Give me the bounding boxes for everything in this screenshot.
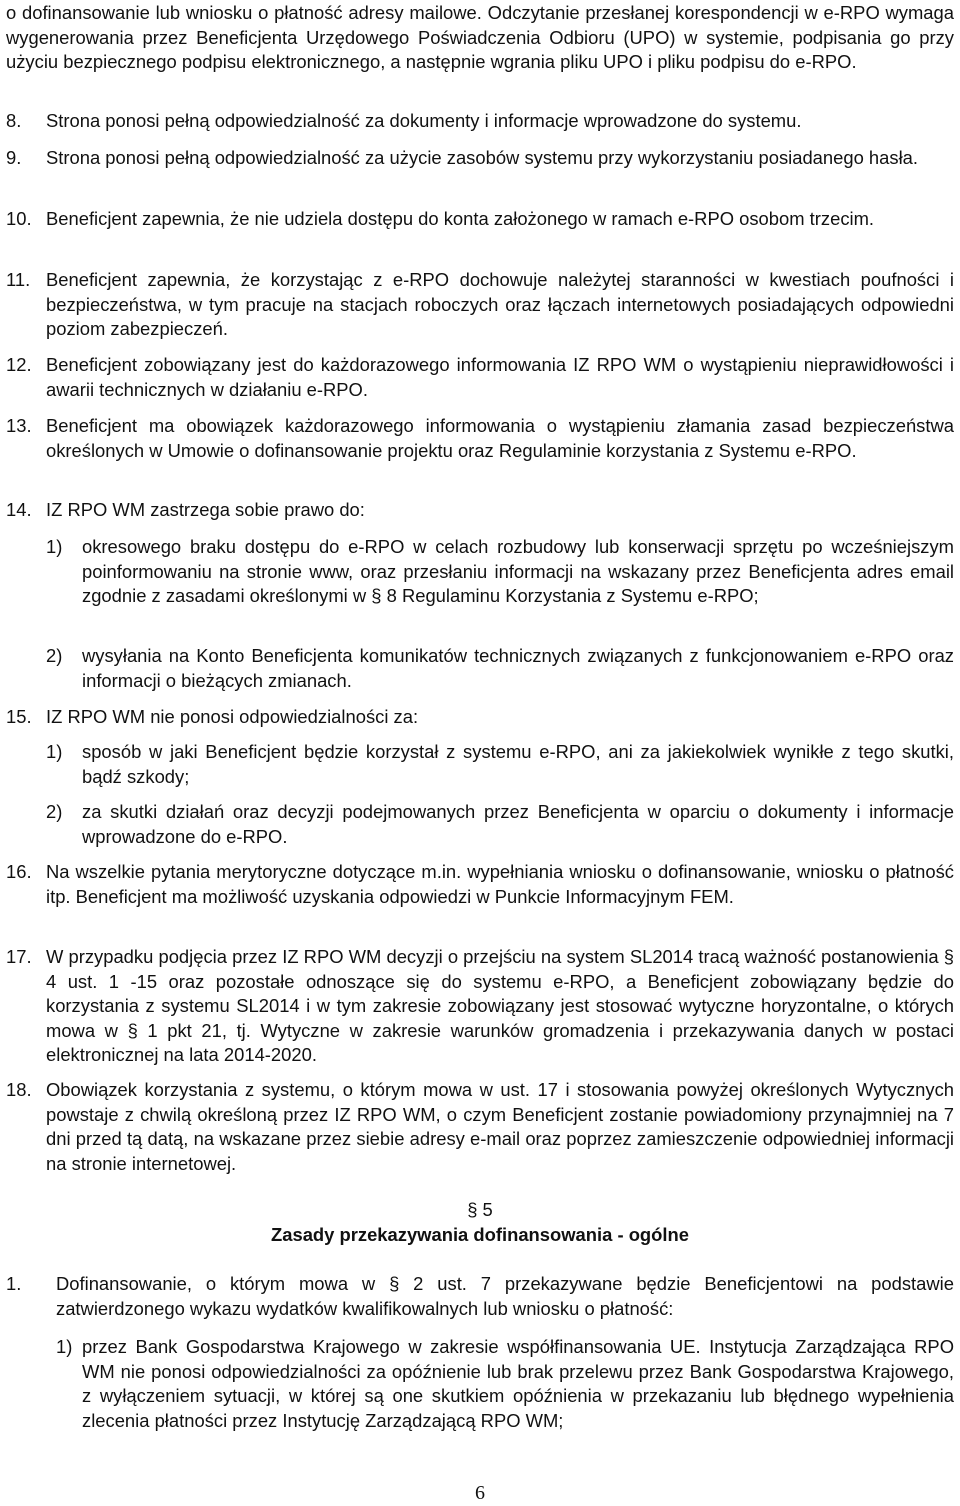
sub-item-text: za skutki działań oraz decyzji podejmowanych przez Beneficjenta w oparciu o dokumenty i informacje wprowadzone do e-RPO. [82, 801, 954, 847]
list-item-9 [6, 146, 954, 171]
item-number: 13. [6, 415, 32, 436]
item-number: 10. [6, 208, 32, 229]
sub-item-number: 2) [46, 645, 63, 666]
item-text: Dofinansowanie, o którym mowa w § 2 ust. 7 przekazywane będzie Beneficjentowi na podstawie zatwierdzonego wykazu wydatków kwalifikowalnych lub wniosku o płatność: [56, 1273, 954, 1319]
page-number: 6 [475, 1482, 485, 1504]
sub-item-number: 1) [46, 741, 63, 762]
list-item-13 [6, 414, 954, 463]
section-sign: § 5 [467, 1199, 493, 1220]
item-number: 1. [6, 1273, 22, 1294]
intro-paragraph: o dofinansowanie lub wniosku o płatność adresy mailowe. Odczytanie przesłanej korespondencji w e-RPO wymaga wygenerowania przez Beneficjenta Urzędowego Poświadczenia Odbioru (UPO) w systemie, podpisania go przy użyciu bezpiecznego podpisu elektronicznego, a następnie wgrania pliku UPO i pliku podpisu do e-RPO. [6, 2, 954, 72]
item-text: Na wszelkie pytania merytoryczne dotyczące m.in. wypełniania wniosku o dofinansowanie, wniosku o płatność itp. Beneficjent ma możliwość uzyskania odpowiedzi w Punkcie Informacyjnym FEM. [46, 861, 954, 907]
list-item-8 [6, 109, 954, 134]
item-text: IZ RPO WM zastrzega sobie prawo do: [46, 499, 365, 520]
item-number: 9. [6, 147, 22, 168]
sub-item-14-1 [46, 535, 954, 609]
sub-item-number: 2) [46, 801, 63, 822]
item-number: 8. [6, 110, 22, 131]
item-number: 14. [6, 499, 32, 520]
item-text: Beneficjent zapewnia, że nie udziela dostępu do konta założonego w ramach e-RPO osobom trzecim. [46, 208, 875, 229]
list-item-14 [6, 498, 954, 523]
item-text: Obowiązek korzystania z systemu, o którym mowa w ust. 17 i stosowania powyżej określonych Wytycznych powstaje z chwilą określoną przez IZ RPO WM, o czym Beneficjent zostanie powiadomiony przynajmniej na 7 dni przed tą datą, na wskazane przez siebie adresy e-mail oraz poprzez zamieszczenie odpowiedniej informacji na stronie internetowej. [46, 1079, 954, 1174]
list-item-10 [6, 207, 954, 232]
section-title: Zasady przekazywania dofinansowania - ogólne [271, 1224, 689, 1245]
item-text: IZ RPO WM nie ponosi odpowiedzialności za: [46, 706, 419, 727]
list-item-18 [6, 1078, 954, 1176]
sub-item-text: okresowego braku dostępu do e-RPO w celach rozbudowy lub konserwacji sprzętu po wcześniejszym poinformowaniu na stronie www, oraz przesłaniu informacji na wskazany przez Beneficjenta adres email zgodnie z zasadami określonymi w § 8 Regulaminu Korzystania z Systemu e-RPO; [82, 536, 954, 606]
list-item-17 [6, 945, 954, 1068]
sub-item-number: 1) [56, 1336, 73, 1357]
item-number: 11. [6, 269, 31, 290]
item-text: Strona ponosi pełną odpowiedzialność za dokumenty i informacje wprowadzone do systemu. [46, 110, 802, 131]
item-text: Beneficjent zapewnia, że korzystając z e-RPO dochowuje należytej staranności w kwestiach poufności i bezpieczeństwa, w tym pracuje na stacjach roboczych oraz łączach internetowych posiadających odpowiedni poziom zabezpieczeń. [46, 269, 954, 339]
sub-item-text: wysyłania na Konto Beneficjenta komunikatów technicznych związanych z funkcjonowaniem e-RPO oraz informacji o bieżących zmianach. [82, 645, 954, 691]
list-item-15 [6, 705, 954, 730]
item-number: 16. [6, 861, 32, 882]
list-item-16 [6, 860, 954, 909]
sub-item-15-1 [46, 740, 954, 789]
item-text: Beneficjent ma obowiązek każdorazowego informowania o wystąpieniu złamania zasad bezpieczeństwa określonych w Umowie o dofinansowanie projektu oraz Regulaminie korzystania z Systemu e-RPO. [46, 415, 954, 461]
item-number: 17. [6, 946, 32, 967]
item-text: W przypadku podjęcia przez IZ RPO WM decyzji o przejściu na system SL2014 tracą ważność postanowienia § 4 ust. 1 -15 oraz pozostałe odnoszące się do systemu e-RPO, a Beneficjent zobowiązany będzie do korzystania z systemu SL2014 i w tym zakresie zobowiązany jest stosować wytyczne horyzontalne, o których mowa w § 1 pkt 21, tj. Wytyczne w zakresie warunków gromadzenia i przekazywania danych w postaci elektronicznej na lata 2014-2020. [46, 946, 954, 1065]
sub-item-15-2 [46, 800, 954, 849]
list-item-11 [6, 268, 954, 342]
section5-item-1 [6, 1272, 954, 1321]
sub-item-text: sposób w jaki Beneficjent będzie korzystał z systemu e-RPO, ani za jakiekolwiek wynikłe z tego skutki, bądź szkody; [82, 741, 954, 787]
item-number: 12. [6, 354, 32, 375]
item-number: 15. [6, 706, 32, 727]
sub-item-14-2 [46, 644, 954, 693]
list-item-12 [6, 353, 954, 402]
item-text: Beneficjent zobowiązany jest do każdorazowego informowania IZ RPO WM o wystąpieniu nieprawidłowości i awarii technicznych w działaniu e-RPO. [46, 354, 954, 400]
section5-sub-item-1 [56, 1335, 954, 1433]
sub-item-text: przez Bank Gospodarstwa Krajowego w zakresie współfinansowania UE. Instytucja Zarządzająca RPO WM nie ponosi odpowiedzialności za opóźnienie lub brak przelewu przez Bank Gospodarstwa Krajowego, z wyłączeniem sytuacji, w której są one skutkiem opóźnienia w przekazaniu lub błędnego wypełnienia zlecenia płatności przez Instytucję Zarządzającą RPO WM; [82, 1336, 954, 1431]
item-number: 18. [6, 1079, 32, 1100]
item-text: Strona ponosi pełną odpowiedzialność za użycie zasobów systemu przy wykorzystaniu posiadanego hasła. [46, 147, 919, 168]
sub-item-number: 1) [46, 536, 63, 557]
